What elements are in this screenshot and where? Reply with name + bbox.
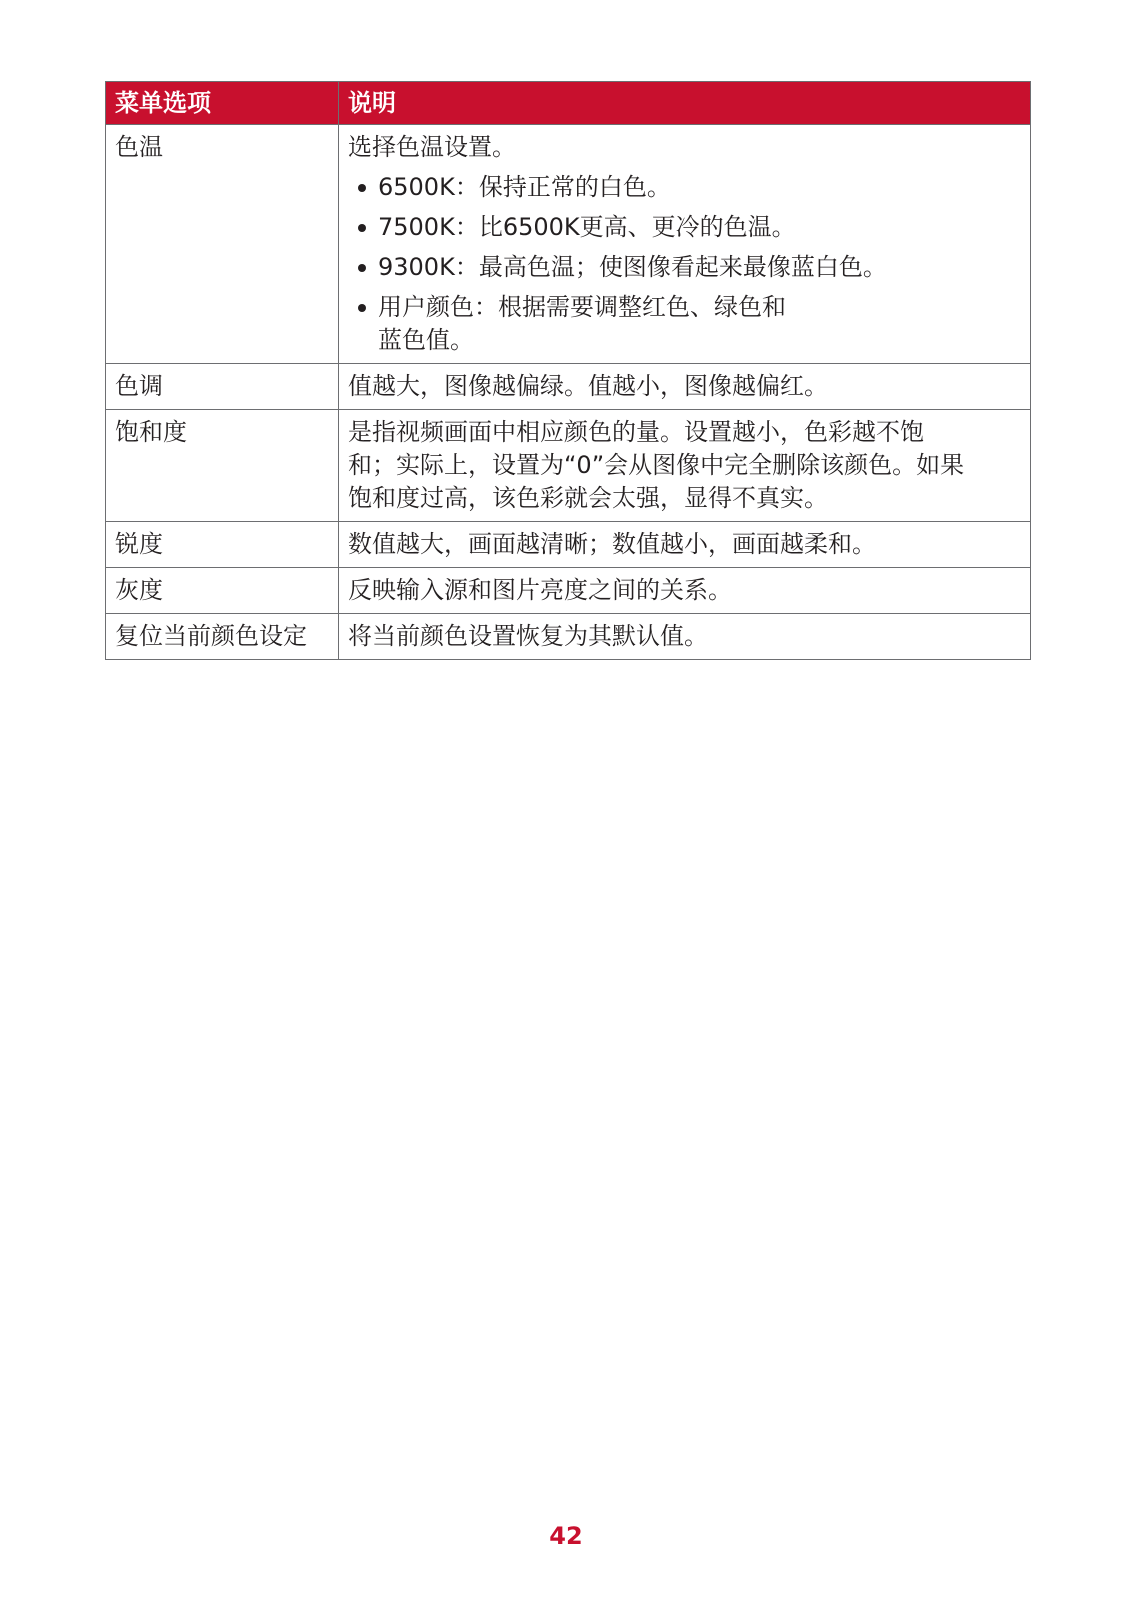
list-item-text: 用户颜色：根据需要调整红色、绿色和蓝色值。	[378, 293, 786, 354]
description-cell: 反映输入源和图片亮度之间的关系。	[339, 568, 1031, 614]
description-cell	[339, 125, 1031, 364]
table-row	[106, 410, 1031, 522]
table-row	[106, 522, 1031, 568]
description-cell: 值越大，图像越偏绿。值越小，图像越偏红。	[339, 364, 1031, 410]
table-row	[106, 125, 1031, 364]
table-row	[106, 364, 1031, 410]
list-item	[348, 291, 798, 357]
description-cell: 将当前颜色设置恢复为其默认值。	[339, 614, 1031, 660]
list-item	[348, 171, 1022, 204]
option-cell: 色调	[106, 364, 339, 410]
table-header-row	[106, 82, 1031, 125]
description-cell: 数值越大，画面越清晰；数值越小，画面越柔和。	[339, 522, 1031, 568]
description-text: 选择色温设置。	[348, 133, 516, 161]
bullet-icon	[358, 224, 366, 232]
table-row	[106, 614, 1031, 660]
header-menu-option: 菜单选项	[106, 82, 339, 125]
bullet-icon	[358, 184, 366, 192]
bullet-list	[348, 171, 1022, 357]
option-cell: 复位当前颜色设定	[106, 614, 339, 660]
settings-table	[105, 81, 1031, 660]
page-number: 42	[549, 1522, 583, 1550]
list-item-text: 9300K：最高色温；使图像看起来最像蓝白色。	[378, 253, 887, 281]
option-cell: 饱和度	[106, 410, 339, 522]
option-cell: 锐度	[106, 522, 339, 568]
list-item	[348, 251, 1022, 284]
list-item	[348, 211, 1022, 244]
option-cell: 色温	[106, 125, 339, 364]
list-item-text: 7500K：比6500K更高、更冷的色温。	[378, 213, 796, 241]
table-row	[106, 568, 1031, 614]
list-item-text: 6500K：保持正常的白色。	[378, 173, 671, 201]
description-cell	[339, 410, 1031, 522]
bullet-icon	[358, 264, 366, 272]
header-description: 说明	[339, 82, 1031, 125]
description-text: 是指视频画面中相应颜色的量。设置越小，色彩越不饱和；实际上，设置为“0”会从图像中完全删除该颜色。如果饱和度过高，该色彩就会太强，显得不真实。	[348, 418, 965, 512]
option-cell: 灰度	[106, 568, 339, 614]
bullet-icon	[358, 304, 366, 312]
